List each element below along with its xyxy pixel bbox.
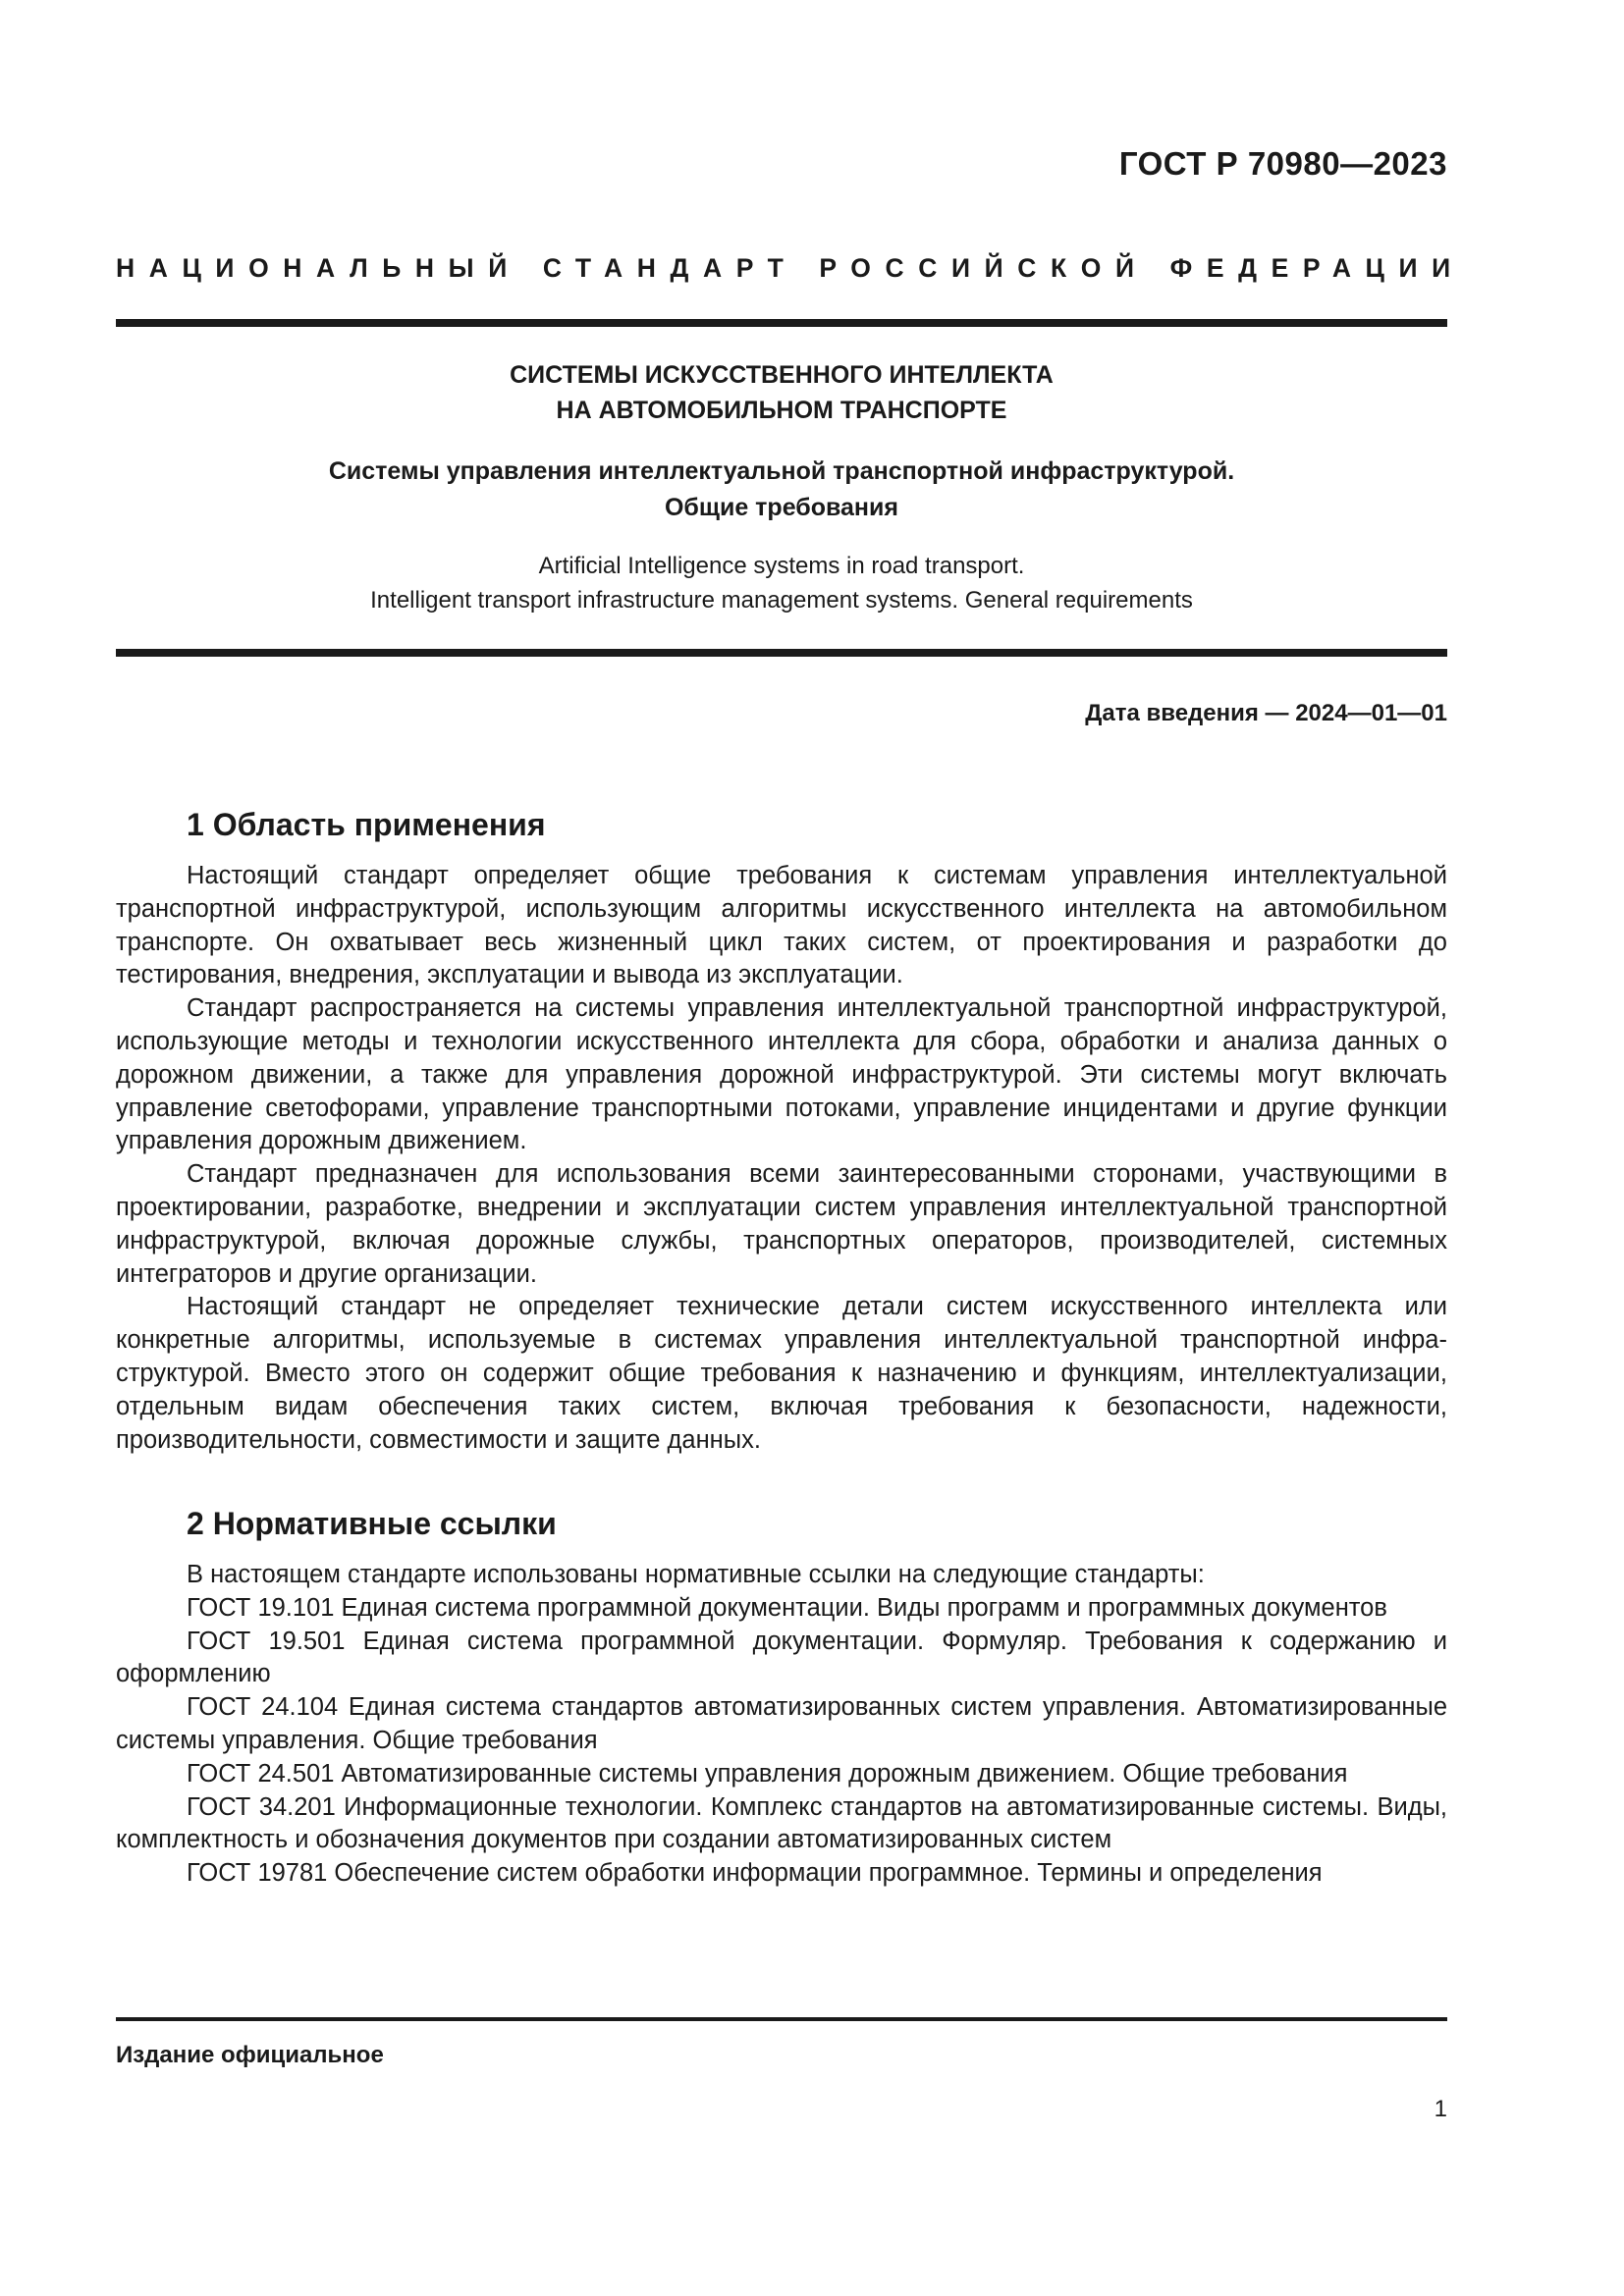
reference-item: ГОСТ 19.501 Единая система программной документации. Формуляр. Требования к содержанию и оформлению: [116, 1627, 1447, 1688]
document-number: ГОСТ Р 70980—2023: [1118, 145, 1447, 182]
main-title: [116, 357, 1447, 428]
reference-item: ГОСТ 19781 Обеспечение систем обработки информации программное. Термины и определения: [187, 1859, 1323, 1888]
introduction-date: Дата введения — 2024—01—01: [1085, 700, 1447, 726]
main-title-line-2: НА АВТОМОБИЛЬНОМ ТРАНСПОРТЕ: [556, 397, 1007, 424]
paragraph: В настоящем стандарте использованы нормативные ссылки на следующие стандарты:: [187, 1561, 1205, 1588]
section-heading: 1 Область применения: [187, 807, 546, 842]
official-edition-label: Издание официальное: [116, 2042, 384, 2068]
reference-item: ГОСТ 24.501 Автоматизированные системы управления дорожным движением. Общие требования: [187, 1759, 1348, 1788]
section-normative-references: [116, 1502, 1447, 1891]
reference-item: ГОСТ 19.101 Единая система программной документации. Виды программ и программных документов: [187, 1593, 1387, 1622]
english-title: [116, 549, 1447, 617]
title-divider: [116, 649, 1447, 657]
top-divider: [116, 319, 1447, 327]
paragraph: Настоящий стандарт не определяет технические детали систем искусственного интеллекта или конкретные алгоритмы, используемые в системах управления интеллектуальной транспортной инфраструктурой. Вместо этого он содержит общие требования к назначению и функциям, интеллектуализации, отдельным видам обеспечения таких систем, включая требования к безопасности, надежности, производительности, совместимости и защите данных.: [116, 1293, 1447, 1454]
english-title-line-2: Intelligent transport infrastructure management systems. General requirements: [370, 587, 1193, 614]
footer-divider: [116, 2017, 1447, 2021]
main-title-line-1: СИСТЕМЫ ИСКУССТВЕННОГО ИНТЕЛЛЕКТА: [510, 361, 1054, 389]
national-standard-banner: НАЦИОНАЛЬНЫЙ СТАНДАРТ РОССИЙСКОЙ ФЕДЕРАЦИИ: [116, 253, 1465, 283]
paragraph: Стандарт предназначен для использования всеми заинтересованными сторонами, участвующими в проектировании, разработке, внедрении и эксплуатации систем управления интеллектуальной транспортной инфраструктурой, включая дорожные службы, транспортных операторов, производителей, системных интеграторов и другие организации.: [116, 1160, 1447, 1288]
sub-title: [116, 454, 1447, 526]
paragraph: Настоящий стандарт определяет общие требования к системам управления интеллектуальной транспортной инфраструктурой, использующим алгоритмы искусственного интеллекта на автомобильном транспорте. Он охватывает весь жизненный цикл таких систем, от проектирования и разработки до тестирования, внедрения, эксплуатации и вывода из эксплуатации.: [116, 862, 1447, 989]
sub-title-line-2: Общие требования: [664, 494, 898, 521]
reference-item: ГОСТ 24.104 Единая система стандартов автоматизированных систем управления. Автоматизированные системы управления. Общие требования: [116, 1693, 1447, 1754]
english-title-line-1: Artificial Intelligence systems in road transport.: [538, 553, 1025, 579]
section-scope: [116, 803, 1447, 1457]
sub-title-line-1: Системы управления интеллектуальной транспортной инфраструктурой.: [328, 457, 1235, 485]
reference-item: ГОСТ 34.201 Информационные технологии. Комплекс стандартов на автоматизированные системы. Виды, комплектность и обозначения документов при создании автоматизированных систем: [116, 1792, 1447, 1854]
page-number: 1: [1434, 2096, 1447, 2122]
paragraph: Стандарт распространяется на системы управления интеллектуальной транспортной инфраструктурой, использующие методы и технологии искусственного интеллекта для сбора, обработки и анализа данных о дорожном движении, а также для управления дорожной инфраструктурой. Эти системы могут включать управление светофорами, управление транспортными потоками, управление инцидентами и другие функции управления дорожным движением.: [116, 994, 1447, 1155]
section-heading: 2 Нормативные ссылки: [187, 1506, 557, 1541]
